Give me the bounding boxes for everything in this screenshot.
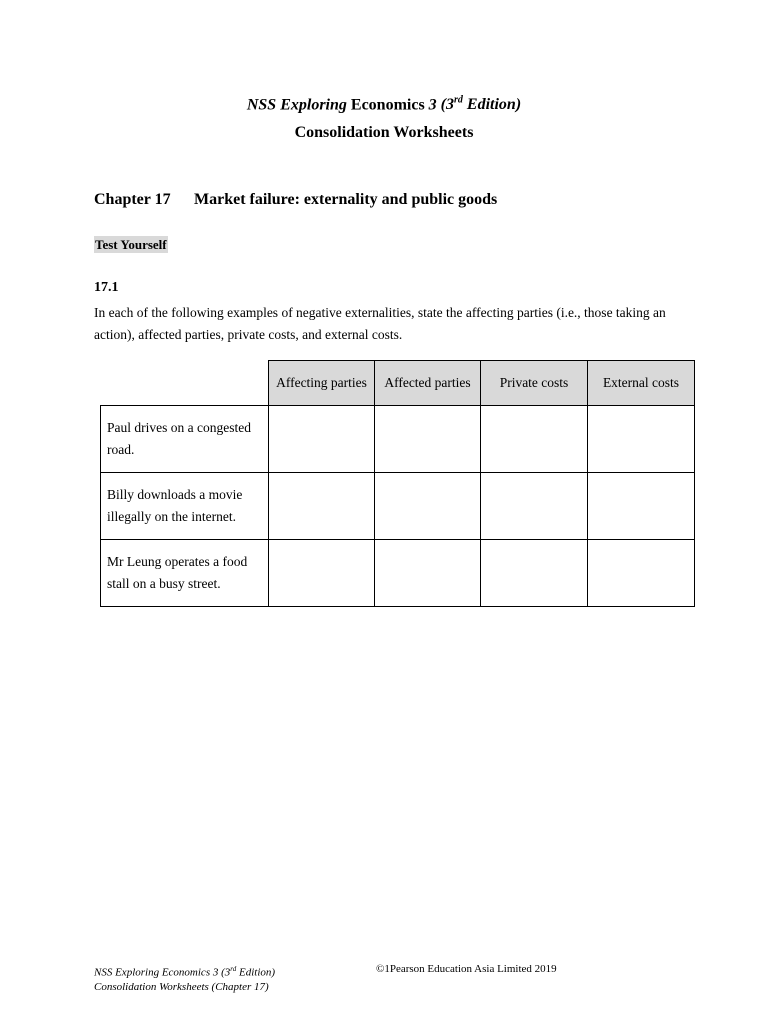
- book-title-italic: NSS Exploring: [246, 96, 347, 114]
- document-title: [0, 95, 768, 114]
- edition-close: Edition): [466, 96, 522, 114]
- book-number: 3: [428, 96, 437, 114]
- footer-line2: Consolidation Worksheets (Chapter 17): [94, 980, 269, 993]
- footer-edition: Edition): [238, 966, 276, 979]
- document-subtitle: Consolidation Worksheets: [294, 124, 474, 141]
- row-label: Billy downloads a movie illegally on the internet.: [101, 473, 269, 540]
- question-text: In each of the following examples of negative externalities, state the affecting parties (i.e., those taking an action), affected parties, private costs, and external costs.: [94, 305, 666, 342]
- answer-cell[interactable]: [481, 473, 588, 540]
- edition-open: (3: [440, 96, 454, 114]
- row-label: Mr Leung operates a food stall on a busy street.: [101, 540, 269, 607]
- footer-title: NSS Exploring Economics 3 (3: [94, 966, 231, 979]
- answer-cell[interactable]: [481, 540, 588, 607]
- table-row: [101, 473, 695, 540]
- answer-table: [100, 360, 695, 607]
- answer-cell[interactable]: [375, 406, 481, 473]
- chapter-title: Market failure: externality and public goods: [194, 191, 498, 208]
- book-title-rest: Economics: [350, 96, 425, 114]
- footer-edition-superscript: rd: [230, 965, 237, 973]
- row-label: Paul drives on a congested road.: [101, 406, 269, 473]
- table-row: [101, 540, 695, 607]
- answer-cell[interactable]: [588, 406, 695, 473]
- header-affecting-parties: Affecting parties: [269, 361, 375, 406]
- footer-book-info: [94, 962, 275, 994]
- section-label: Test Yourself: [95, 237, 167, 252]
- question-number: 17.1: [94, 280, 119, 295]
- table-corner: [101, 361, 269, 406]
- answer-cell[interactable]: [269, 473, 375, 540]
- header-external-costs: External costs: [588, 361, 695, 406]
- answer-cell[interactable]: [588, 473, 695, 540]
- table-header-row: [101, 361, 695, 406]
- header-private-costs: Private costs: [481, 361, 588, 406]
- chapter-heading: [94, 191, 497, 209]
- chapter-number: Chapter 17: [94, 191, 171, 208]
- answer-cell[interactable]: [481, 406, 588, 473]
- footer-copyright: ©1Pearson Education Asia Limited 2019: [376, 963, 557, 975]
- answer-cell[interactable]: [269, 406, 375, 473]
- answer-cell[interactable]: [269, 540, 375, 607]
- header-affected-parties: Affected parties: [375, 361, 481, 406]
- footer-line1: [94, 962, 275, 980]
- edition-superscript: rd: [454, 95, 463, 106]
- table-row: [101, 406, 695, 473]
- answer-cell[interactable]: [375, 540, 481, 607]
- answer-cell[interactable]: [588, 540, 695, 607]
- answer-cell[interactable]: [375, 473, 481, 540]
